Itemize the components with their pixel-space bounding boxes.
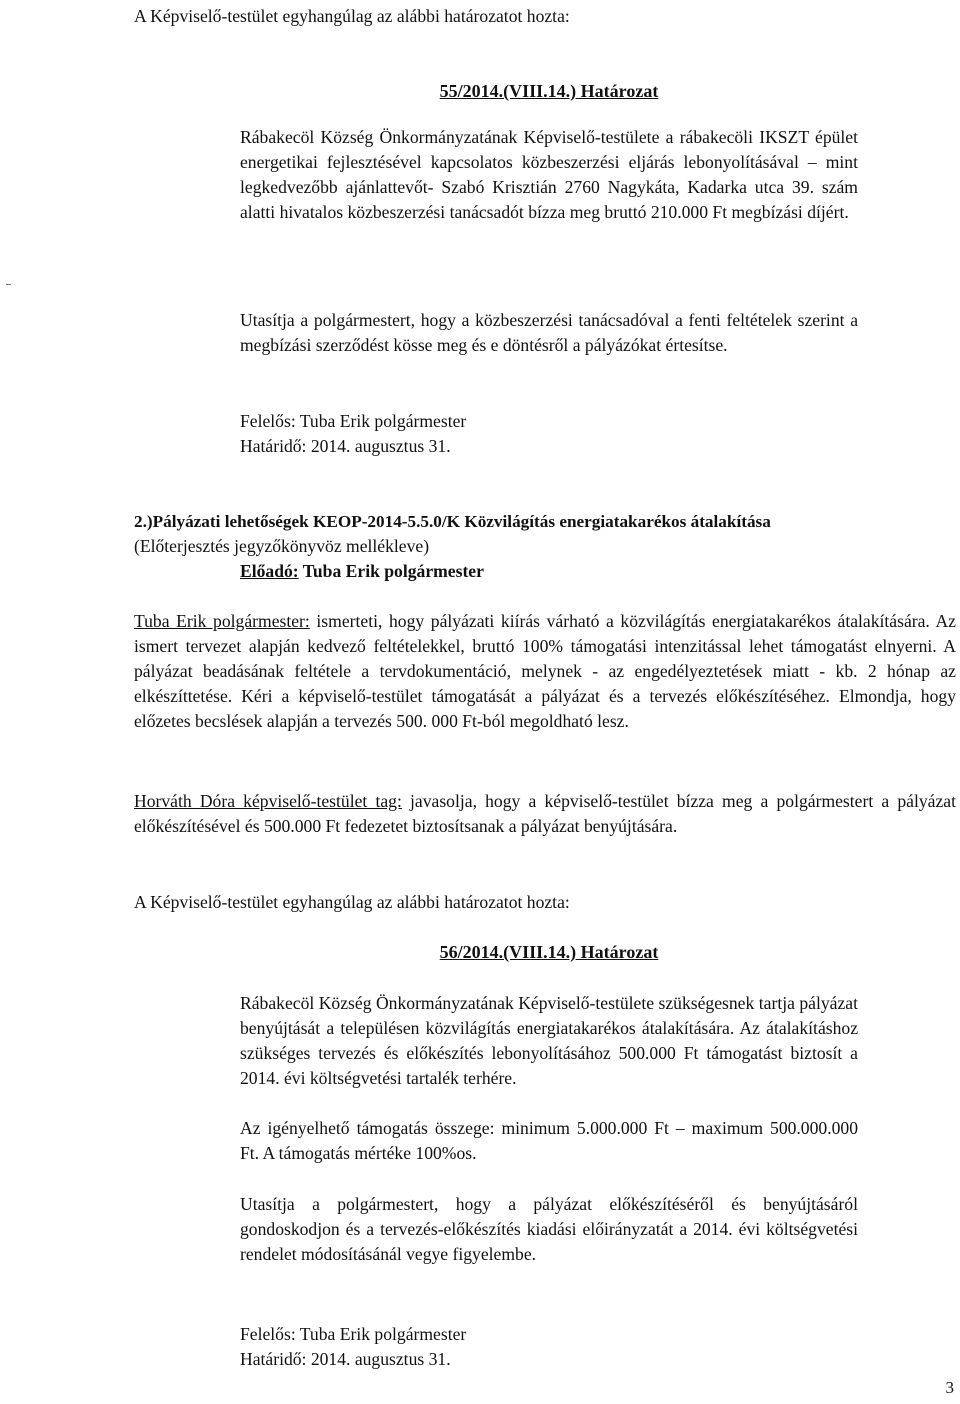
resolution-56-responsible: Felelős: Tuba Erik polgármester xyxy=(240,1324,467,1344)
agenda-2-note: (Előterjesztés jegyzőkönyvöz mellékleve) xyxy=(134,536,430,556)
resolution-55-instruction: Utasítja a polgármestert, hogy a közbeszerzési tanácsadóval a fenti feltételek szerint a megbízási szerződést kösse meg és e döntésről a pályázókat értesítse. xyxy=(240,310,858,355)
speech-2-text: javasolja, hogy a képviselő-testület bízza meg a polgármestert a pályázat előkészítésével és 500.000 Ft fedezetet biztosítsanak a pályázat benyújtására. xyxy=(134,791,956,836)
resolution-56-instruction: Utasítja a polgármestert, hogy a pályázat előkészítéséről és benyújtásáról gondoskodjon és a tervezés-előkészítés kiadási előirányzatát a 2014. évi költségvetési rendelet módosításánál vegye figyelembe. xyxy=(240,1194,858,1264)
presenter-label: Előadó: xyxy=(240,561,299,581)
resolution-56-amount: Az igényelhető támogatás összege: minimum 5.000.000 Ft – maximum 500.000.000 Ft. A támogatás mértéke 100%os. xyxy=(240,1118,858,1163)
speech-1-text: ismerteti, hogy pályázati kiírás várható a közvilágítás energiatakarékos átalakítására. Az ismert tervezet alapján kedvező feltételekkel, bruttó 100% támogatási intenzitással lehet támogatást elnyerni. A pályázat beadásának feltétele a tervdokumentáció, melynek - az engedélyeztetések miatt - kb. 2 hónap az elkészíttetése. Kéri a képviselő-testület támogatását a pályázat és a tervezés előkészítéséhez. Elmondja, hogy előzetes becslések alapján a tervezés 500. 000 Ft-ból megoldható lesz. xyxy=(134,611,956,731)
presenter-name: Tuba Erik polgármester xyxy=(302,561,484,581)
resolution-55-responsible: Felelős: Tuba Erik polgármester xyxy=(240,411,467,431)
margin-mark xyxy=(6,284,11,285)
agenda-2-heading: 2.)Pályázati lehetőségek KEOP-2014-5.5.0/K Közvilágítás energiatakarékos átalakítása xyxy=(134,512,771,531)
agenda-2-speech-1 xyxy=(134,609,956,734)
resolution-55-body: Rábakecöl Község Önkormányzatának Képviselő-testülete a rábakecöli IKSZT épület energetikai fejlesztésével kapcsolatos közbeszerzési eljárás lebonyolításával – mint legkedvezőbb ajánlattevőt- Szabó Krisztián 2760 Nagykáta, Kadarka utca 39. szám alatti hivatalos közbeszerzési tanácsadót bízza meg bruttó 210.000 Ft megbízási díjért. xyxy=(240,127,858,222)
resolution-56-body: Rábakecöl Község Önkormányzatának Képviselő-testülete szükségesnek tartja pályázat benyújtását a településen közvilágítás energiatakarékos átalakítására. Az átalakításhoz szükséges tervezés és előkészítés lebonyolításához 500.000 Ft támogatást biztosít a 2014. évi költségvetési tartalék terhére. xyxy=(240,993,858,1088)
agenda-2-speech-2 xyxy=(134,789,956,839)
agenda-2-presenter xyxy=(240,559,484,584)
intro-statement-1: A Képviselő-testület egyhangúlag az alábbi határozatot hozta: xyxy=(134,6,570,26)
intro-statement-2: A Képviselő-testület egyhangúlag az alábbi határozatot hozta: xyxy=(134,892,570,912)
page-number: 3 xyxy=(945,1378,954,1397)
speaker-1: Tuba Erik polgármester: xyxy=(134,611,310,631)
resolution-55-title: 55/2014.(VIII.14.) Határozat xyxy=(439,81,659,101)
resolution-55-deadline: Határidő: 2014. augusztus 31. xyxy=(240,436,451,456)
resolution-56-deadline: Határidő: 2014. augusztus 31. xyxy=(240,1349,451,1369)
speaker-2: Horváth Dóra képviselő-testület tag: xyxy=(134,791,402,811)
resolution-56-title: 56/2014.(VIII.14.) Határozat xyxy=(439,942,659,962)
